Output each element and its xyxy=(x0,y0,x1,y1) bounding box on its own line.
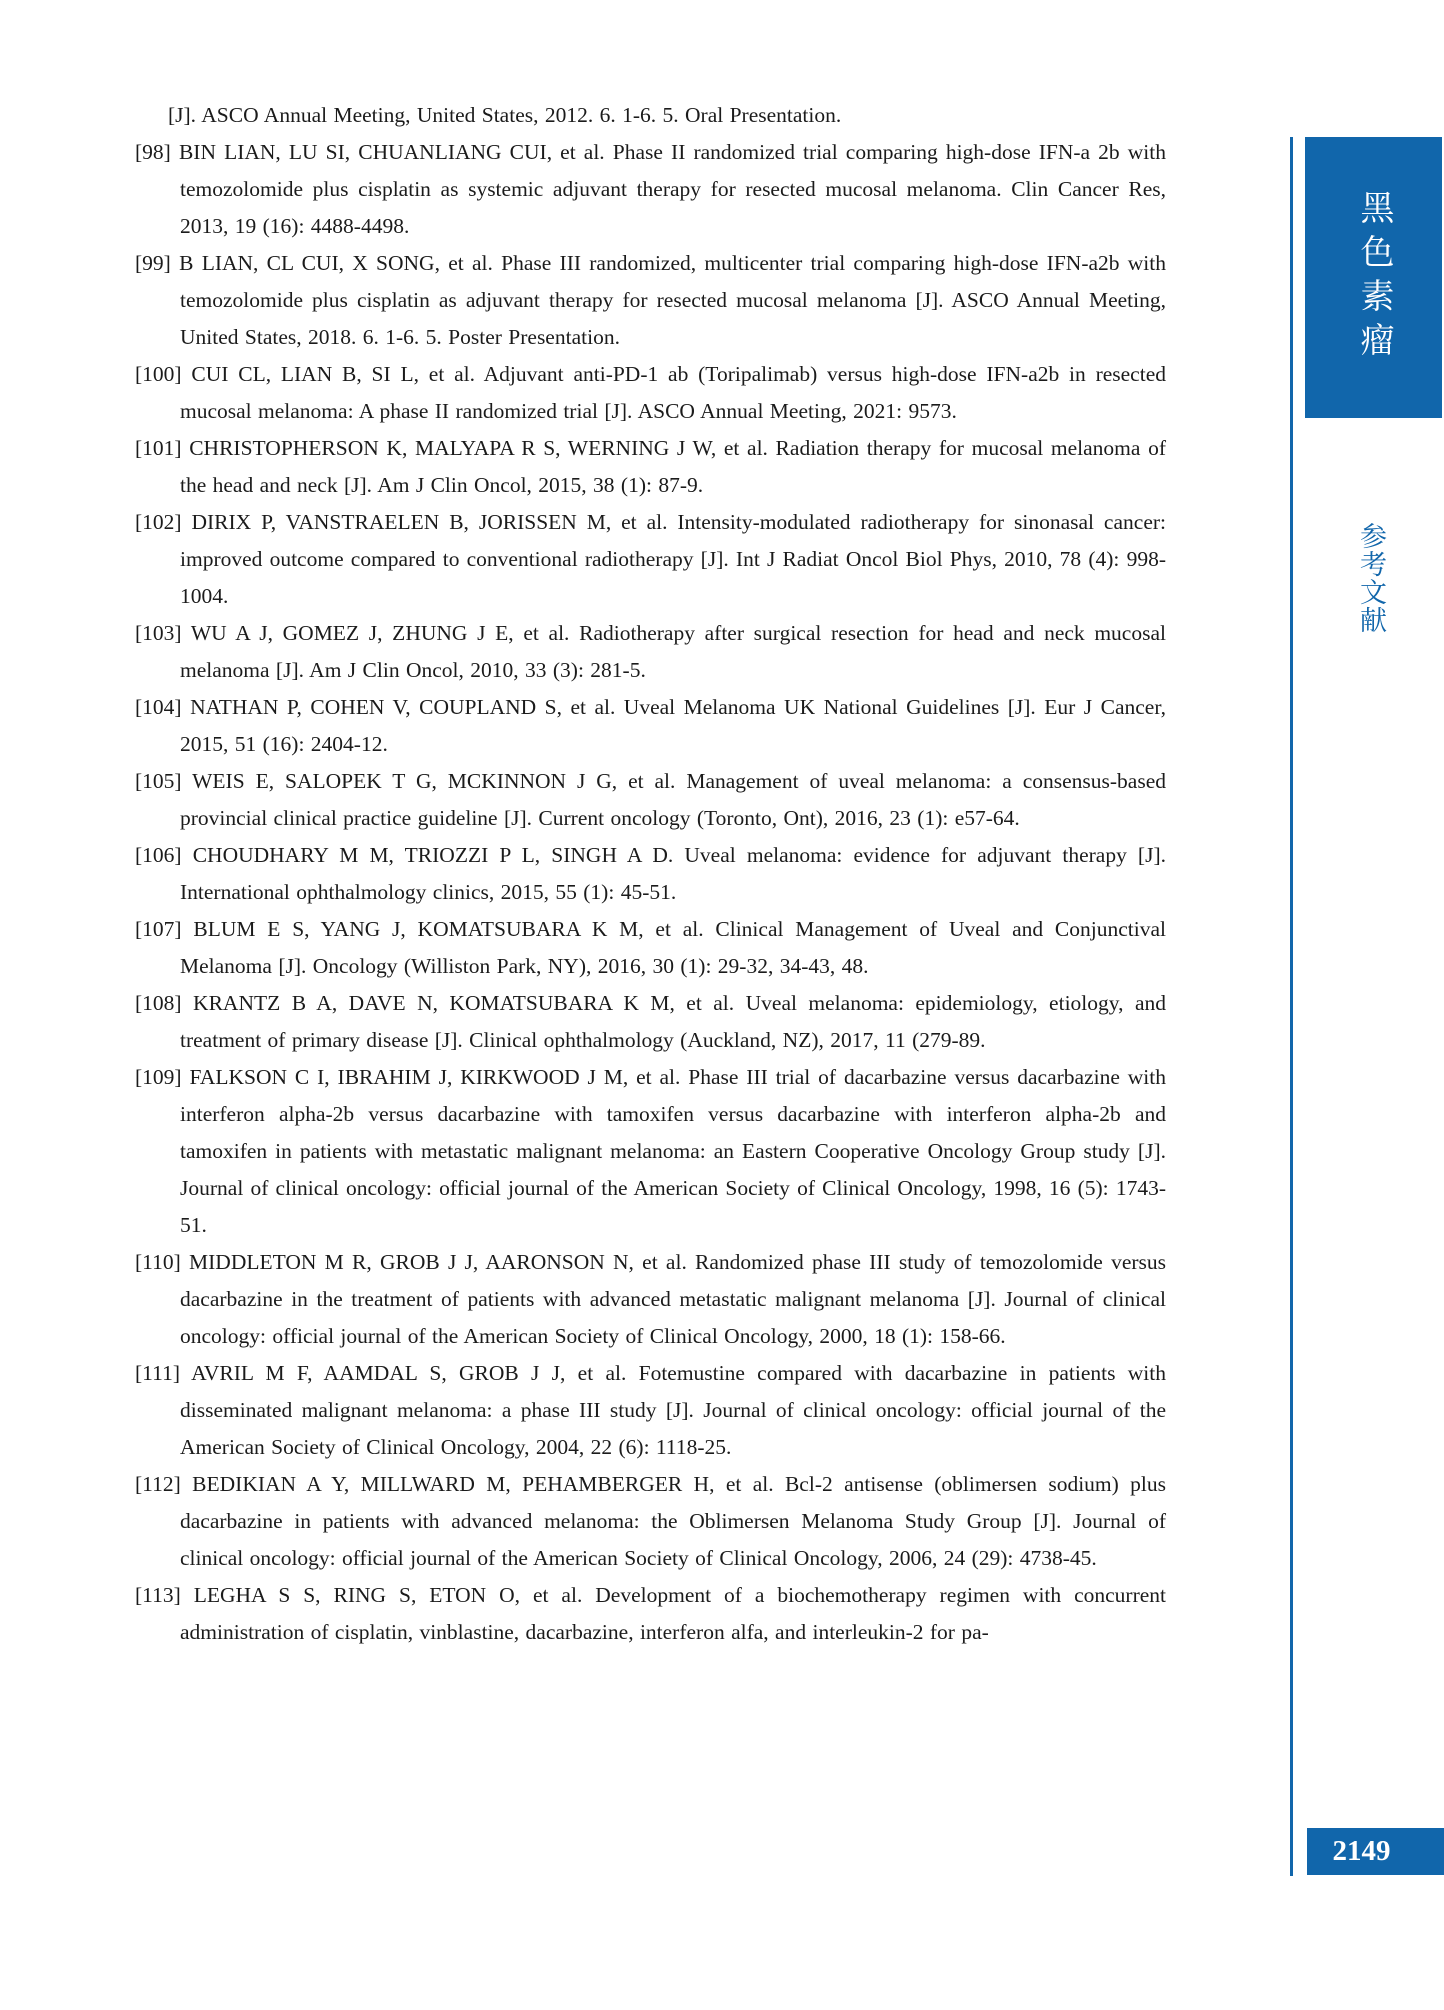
reference-text: CHOUDHARY M M, TRIOZZI P L, SINGH A D. Uveal melanoma: evidence for adjuvant therapy [J]. International ophthalmology clinics, 2015, 55 (1): 45-51. xyxy=(180,843,1166,904)
reference-text: FALKSON C I, IBRAHIM J, KIRKWOOD J M, et al. Phase III trial of dacarbazine versus dacarbazine with interferon alpha-2b versus dacarbazine with tamoxifen versus dacarbazine with interferon alpha-2b and tamoxifen in patients with metastatic malignant melanoma: an Eastern Cooperative Oncology Group study [J]. Journal of clinical oncology: official journal of the American Society of Clinical Oncology, 1998, 16 (5): 1743-51. xyxy=(180,1065,1167,1237)
reference-item xyxy=(135,1577,1166,1651)
reference-item xyxy=(135,615,1166,689)
reference-text: [J]. ASCO Annual Meeting, United States, 2012. 6. 1-6. 5. Oral Presentation. xyxy=(168,103,842,127)
reference-number: [104] xyxy=(135,695,182,719)
reference-item xyxy=(135,1355,1166,1466)
reference-number: [113] xyxy=(135,1583,181,1607)
reference-number: [101] xyxy=(135,436,182,460)
reference-number: [106] xyxy=(135,843,182,867)
reference-number: [109] xyxy=(135,1065,182,1089)
reference-number: [108] xyxy=(135,991,182,1015)
reference-number: [98] xyxy=(135,140,171,164)
reference-number: [103] xyxy=(135,621,182,645)
reference-item xyxy=(135,1466,1166,1577)
reference-text: B LIAN, CL CUI, X SONG, et al. Phase III randomized, multicenter trial comparing high-dose IFN-a2b with temozolomide plus cisplatin as adjuvant therapy for resected mucosal melanoma [J]. ASCO Annual Meeting, United States, 2018. 6. 1-6. 5. Poster Presentation. xyxy=(179,251,1166,349)
chapter-tab xyxy=(1305,137,1442,418)
references-list xyxy=(135,97,1166,1651)
reference-text: KRANTZ B A, DAVE N, KOMATSUBARA K M, et al. Uveal melanoma: epidemiology, etiology, and treatment of primary disease [J]. Clinical ophthalmology (Auckland, NZ), 2017, 11 (279-89. xyxy=(180,991,1167,1052)
reference-item xyxy=(135,689,1166,763)
reference-text: CUI CL, LIAN B, SI L, et al. Adjuvant anti-PD-1 ab (Toripalimab) versus high-dose IFN-a2b in resected mucosal melanoma: A phase II randomized trial [J]. ASCO Annual Meeting, 2021: 9573. xyxy=(180,362,1166,423)
reference-item xyxy=(135,504,1166,615)
reference-item xyxy=(135,837,1166,911)
page-number: 2149 xyxy=(1332,1835,1391,1867)
reference-item xyxy=(135,1059,1166,1244)
reference-item xyxy=(135,245,1166,356)
reference-number: [110] xyxy=(135,1250,181,1274)
page-number-badge xyxy=(1307,1828,1444,1875)
sidebar-rule xyxy=(1290,137,1293,1876)
reference-text: CHRISTOPHERSON K, MALYAPA R S, WERNING J W, et al. Radiation therapy for mucosal melanoma of the head and neck [J]. Am J Clin Oncol, 2015, 38 (1): 87-9. xyxy=(180,436,1166,497)
reference-text: AVRIL M F, AAMDAL S, GROB J J, et al. Fotemustine compared with dacarbazine in patients with disseminated malignant melanoma: a phase III study [J]. Journal of clinical oncology: official journal of the American Society of Clinical Oncology, 2004, 22 (6): 1118-25. xyxy=(180,1361,1166,1459)
reference-number: [102] xyxy=(135,510,182,534)
reference-number: [100] xyxy=(135,362,182,386)
reference-item xyxy=(135,134,1166,245)
reference-number: [112] xyxy=(135,1472,181,1496)
reference-number: [111] xyxy=(135,1361,180,1385)
reference-text: WEIS E, SALOPEK T G, MCKINNON J G, et al. Management of uveal melanoma: a consensus-based provincial clinical practice guideline [J]. Current oncology (Toronto, Ont), 2016, 23 (1): e57-64. xyxy=(180,769,1166,830)
reference-item xyxy=(135,763,1166,837)
reference-item xyxy=(135,911,1166,985)
reference-item xyxy=(135,97,1166,134)
reference-text: MIDDLETON M R, GROB J J, AARONSON N, et al. Randomized phase III study of temozolomide versus dacarbazine in the treatment of patients with advanced metastatic malignant melanoma [J]. Journal of clinical oncology: official journal of the American Society of Clinical Oncology, 2000, 18 (1): 158-66. xyxy=(180,1250,1167,1348)
reference-item xyxy=(135,430,1166,504)
chapter-tab-label: 黑色素瘤 xyxy=(1355,189,1392,366)
reference-number: [99] xyxy=(135,251,171,275)
reference-item xyxy=(135,985,1166,1059)
reference-text: DIRIX P, VANSTRAELEN B, JORISSEN M, et al. Intensity-modulated radiotherapy for sinonasal cancer: improved outcome compared to conventional radiotherapy [J]. Int J Radiat Oncol Biol Phys, 2010, 78 (4): 998-1004. xyxy=(180,510,1166,608)
reference-text: WU A J, GOMEZ J, ZHUNG J E, et al. Radiotherapy after surgical resection for head and neck mucosal melanoma [J]. Am J Clin Oncol, 2010, 33 (3): 281-5. xyxy=(180,621,1166,682)
reference-text: LEGHA S S, RING S, ETON O, et al. Development of a biochemotherapy regimen with concurrent administration of cisplatin, vinblastine, dacarbazine, interferon alfa, and interleukin-2 for pa- xyxy=(180,1583,1167,1644)
reference-number: [107] xyxy=(135,917,182,941)
reference-item xyxy=(135,1244,1166,1355)
reference-item xyxy=(135,356,1166,430)
reference-text: BIN LIAN, LU SI, CHUANLIANG CUI, et al. Phase II randomized trial comparing high-dose IFN-a 2b with temozolomide plus cisplatin as systemic adjuvant therapy for resected mucosal melanoma. Clin Cancer Res, 2013, 19 (16): 4488-4498. xyxy=(178,140,1167,238)
reference-text: NATHAN P, COHEN V, COUPLAND S, et al. Uveal Melanoma UK National Guidelines [J]. Eur J Cancer, 2015, 51 (16): 2404-12. xyxy=(180,695,1167,756)
reference-number: [105] xyxy=(135,769,182,793)
reference-text: BLUM E S, YANG J, KOMATSUBARA K M, et al. Clinical Management of Uveal and Conjunctival Melanoma [J]. Oncology (Williston Park, NY), 2016, 30 (1): 29-32, 34-43, 48. xyxy=(180,917,1166,978)
section-label: 参考文献 xyxy=(1356,522,1386,634)
reference-text: BEDIKIAN A Y, MILLWARD M, PEHAMBERGER H, et al. Bcl-2 antisense (oblimersen sodium) plus dacarbazine in patients with advanced melanoma: the Oblimersen Melanoma Study Group [J]. Journal of clinical oncology: official journal of the American Society of Clinical Oncology, 2006, 24 (29): 4738-45. xyxy=(180,1472,1167,1570)
